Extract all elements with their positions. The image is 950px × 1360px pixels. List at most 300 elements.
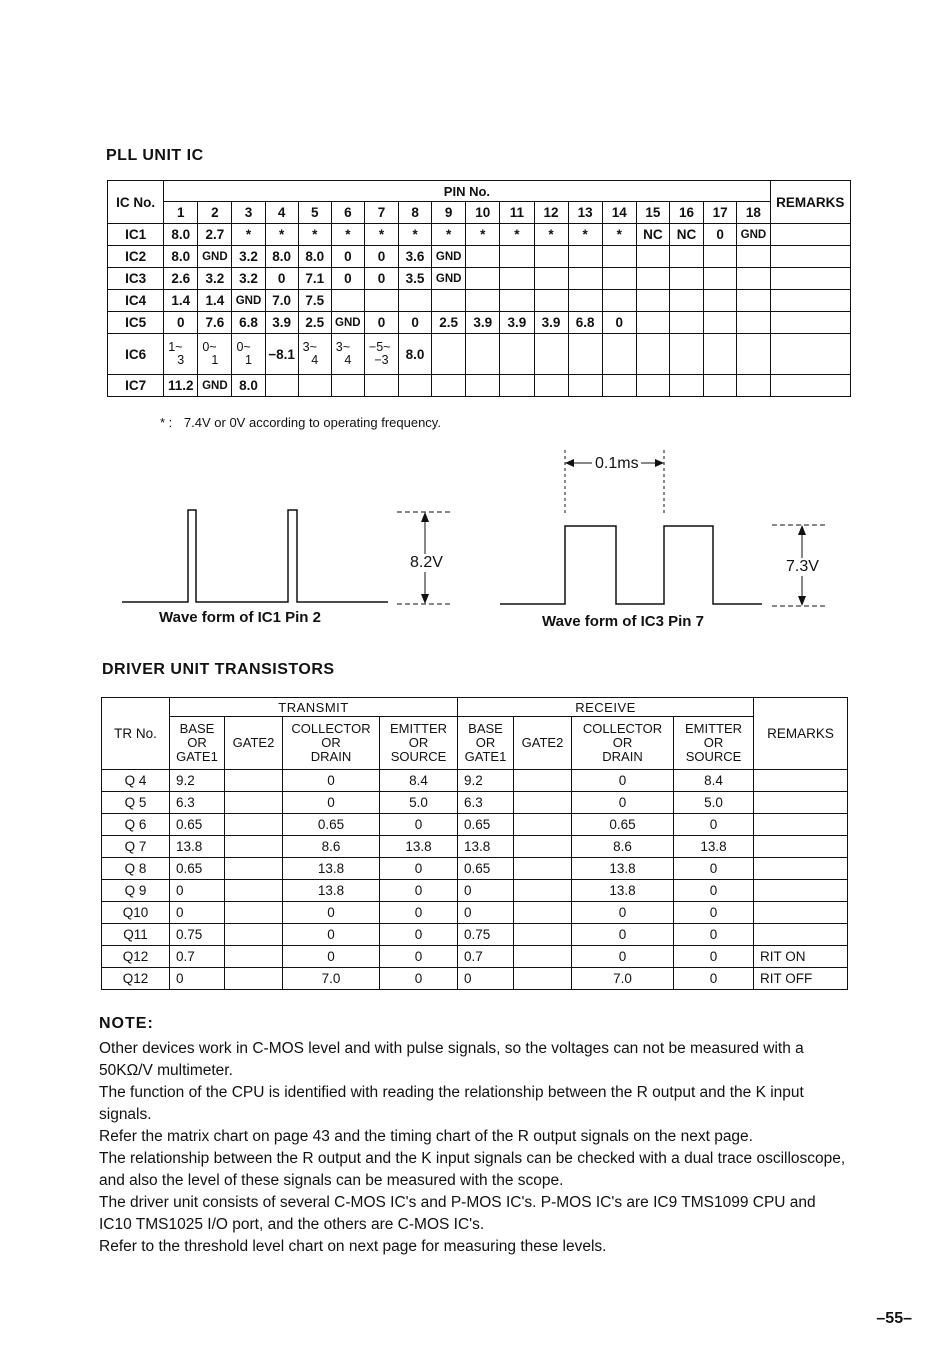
transistor-row xyxy=(102,858,848,880)
transmit-value-cell xyxy=(225,836,283,858)
pin-number-cell: 18 xyxy=(737,202,770,224)
receive-value-cell: 0 xyxy=(572,770,674,792)
pin-value-cell: * xyxy=(432,224,466,246)
transmit-value-cell xyxy=(225,792,283,814)
receive-value-cell: 7.0 xyxy=(572,968,674,990)
pin-value-cell: 0 xyxy=(704,224,737,246)
receive-value-cell xyxy=(514,858,572,880)
collector-drain-header xyxy=(283,717,380,770)
pin-value-cell xyxy=(364,375,398,397)
emitter-source-header-line: SOURCE xyxy=(390,749,447,764)
driver-transistor-table xyxy=(101,697,848,990)
collector-drain-header-line: OR xyxy=(321,735,341,750)
pin-value-cell xyxy=(669,290,703,312)
base-gate1-header-line: OR xyxy=(475,735,496,750)
pin-value-cell xyxy=(500,268,534,290)
pin-value-cell: 8.0 xyxy=(232,375,265,397)
base-gate1-header-line: GATE1 xyxy=(464,749,507,764)
pll-remarks-cell xyxy=(770,334,850,375)
pin-value-cell: 2.5 xyxy=(432,312,466,334)
receive-value-cell: 0.7 xyxy=(458,946,514,968)
note-paragraph: Refer to the threshold level chart on next page for measuring these levels. xyxy=(99,1238,607,1255)
pin-value-cell xyxy=(500,375,534,397)
pin-value-cell xyxy=(331,375,364,397)
pin-value-line: 3 xyxy=(177,353,185,367)
pll-remarks-header: REMARKS xyxy=(770,181,850,224)
pin-value-cell xyxy=(602,268,636,290)
tr-no-cell: Q 7 xyxy=(102,836,170,858)
pin-value-cell xyxy=(331,290,364,312)
collector-drain-header-line: COLLECTOR xyxy=(291,721,371,736)
pin-number-cell: 4 xyxy=(265,202,298,224)
ic3-amplitude-label: 7.3V xyxy=(786,558,819,575)
pin-value-cell: 7.0 xyxy=(265,290,298,312)
pll-remarks-cell xyxy=(770,246,850,268)
note-title: NOTE: xyxy=(99,1015,154,1032)
pin-value-cell: 7.6 xyxy=(198,312,232,334)
pin-no-header: PIN No. xyxy=(164,181,770,202)
pin-value-cell: 8.0 xyxy=(399,334,432,375)
receive-value-cell: 0.65 xyxy=(458,858,514,880)
pll-remarks-cell xyxy=(770,224,850,246)
transmit-value-cell: 0 xyxy=(283,946,380,968)
pin-value-cell xyxy=(534,290,568,312)
pin-value-cell: 2.5 xyxy=(298,312,331,334)
driver-section-title: DRIVER UNIT TRANSISTORS xyxy=(102,661,335,678)
transmit-header: TRANSMIT xyxy=(170,698,458,717)
pin-value-cell: 8.0 xyxy=(164,246,198,268)
pin-value-line: 1 xyxy=(245,353,252,367)
driver-remarks-cell xyxy=(754,792,848,814)
pin-value-cell xyxy=(704,290,737,312)
driver-table-body xyxy=(102,770,848,990)
transmit-value-cell xyxy=(225,880,283,902)
transistor-row xyxy=(102,792,848,814)
receive-value-cell: 0 xyxy=(572,902,674,924)
pin-value-cell: 11.2 xyxy=(164,375,198,397)
pin-value-cell: GND xyxy=(331,312,364,334)
pin-value-cell: −8.1 xyxy=(265,334,298,375)
receive-value-cell: 0.75 xyxy=(458,924,514,946)
transistor-row xyxy=(102,770,848,792)
emitter-source-header-line: OR xyxy=(703,735,724,750)
transistor-row xyxy=(102,814,848,836)
pin-value-cell xyxy=(232,334,265,375)
transmit-value-cell: 0.75 xyxy=(170,924,225,946)
period-label: 0.1ms xyxy=(595,455,639,472)
driver-remarks-cell xyxy=(754,770,848,792)
transmit-value-cell xyxy=(225,858,283,880)
pin-value-cell: GND xyxy=(737,224,770,246)
driver-remarks-cell: RIT OFF xyxy=(754,968,848,990)
transistor-row xyxy=(102,880,848,902)
pin-number-row xyxy=(108,202,851,224)
pin-value-cell: 1.4 xyxy=(198,290,232,312)
pin-value-line: 0~ xyxy=(236,340,251,354)
pin-value-cell xyxy=(636,268,669,290)
pll-table-body xyxy=(108,224,851,397)
receive-value-cell: 0 xyxy=(674,968,754,990)
pin-value-cell: 0 xyxy=(364,268,398,290)
receive-value-cell: 0.65 xyxy=(458,814,514,836)
transmit-value-cell: 9.2 xyxy=(170,770,225,792)
pll-row xyxy=(108,375,851,397)
driver-remarks-cell xyxy=(754,836,848,858)
note-paragraph: The relationship between the R output and the K input signals can be checked with a dual trace oscilloscope, and also the level of these signals can be measured with the scope. xyxy=(99,1150,846,1189)
pll-row xyxy=(108,268,851,290)
pin-value-cell xyxy=(737,312,770,334)
ic3-arrow-up xyxy=(798,525,806,535)
pin-number-cell: 16 xyxy=(669,202,703,224)
pin-value-cell xyxy=(737,334,770,375)
pin-value-cell: * xyxy=(568,224,602,246)
receive-value-cell: 5.0 xyxy=(674,792,754,814)
pin-value-line: 1~ xyxy=(168,340,183,354)
pin-number-cell: 12 xyxy=(534,202,568,224)
transmit-value-cell: 0 xyxy=(380,968,458,990)
pin-value-cell xyxy=(500,334,534,375)
pin-value-cell xyxy=(602,246,636,268)
transmit-value-cell: 0 xyxy=(380,858,458,880)
transmit-value-cell: 0 xyxy=(283,924,380,946)
emitter-source-header-line: OR xyxy=(408,735,429,750)
base-gate1-header-line: BASE xyxy=(179,721,215,736)
pin-value-cell: * xyxy=(602,224,636,246)
pin-value-cell xyxy=(602,290,636,312)
gate2-header: GATE2 xyxy=(225,717,283,770)
pin-value-cell xyxy=(164,334,198,375)
transmit-value-cell: 0.7 xyxy=(170,946,225,968)
pin-number-cell: 2 xyxy=(198,202,232,224)
transmit-value-cell: 13.8 xyxy=(170,836,225,858)
tr-no-cell: Q12 xyxy=(102,946,170,968)
transmit-value-cell: 6.3 xyxy=(170,792,225,814)
ic1-amplitude-label: 8.2V xyxy=(410,554,443,571)
transmit-value-cell xyxy=(225,946,283,968)
pin-value-cell: 6.8 xyxy=(568,312,602,334)
pin-value-cell xyxy=(636,334,669,375)
transistor-row xyxy=(102,836,848,858)
pin-value-cell: * xyxy=(232,224,265,246)
transmit-value-cell: 0 xyxy=(380,924,458,946)
pll-remarks-cell xyxy=(770,290,850,312)
pin-value-cell xyxy=(568,334,602,375)
pin-value-cell xyxy=(669,334,703,375)
receive-header: RECEIVE xyxy=(458,698,754,717)
gate2-header: GATE2 xyxy=(514,717,572,770)
receive-value-cell: 0 xyxy=(674,858,754,880)
pin-value-cell: 0 xyxy=(364,312,398,334)
receive-value-cell: 8.4 xyxy=(674,770,754,792)
pin-value-cell xyxy=(364,334,398,375)
pll-row xyxy=(108,334,851,375)
base-gate1-header-line: OR xyxy=(187,735,207,750)
footnote-mark: * : xyxy=(160,415,173,430)
period-arrow-left xyxy=(565,459,574,467)
transmit-value-cell xyxy=(225,902,283,924)
pin-number-cell: 5 xyxy=(298,202,331,224)
transmit-value-cell: 5.0 xyxy=(380,792,458,814)
pin-value-cell: 3.9 xyxy=(265,312,298,334)
transmit-value-cell: 0 xyxy=(170,880,225,902)
receive-value-cell: 13.8 xyxy=(572,880,674,902)
transmit-value-cell: 0 xyxy=(170,902,225,924)
pin-value-cell: * xyxy=(364,224,398,246)
page-number: –55– xyxy=(876,1310,912,1327)
driver-remarks-cell xyxy=(754,858,848,880)
pin-number-cell: 11 xyxy=(500,202,534,224)
pin-value-cell xyxy=(737,375,770,397)
transmit-value-cell: 0 xyxy=(283,792,380,814)
pll-row xyxy=(108,290,851,312)
pin-value-cell: 3.2 xyxy=(198,268,232,290)
receive-value-cell xyxy=(514,946,572,968)
pin-value-cell xyxy=(466,268,500,290)
collector-drain-header xyxy=(572,717,674,770)
pin-value-cell: 8.0 xyxy=(265,246,298,268)
note-paragraph: Other devices work in C-MOS level and with pulse signals, so the voltages can not be measured with a 50KΩ/V multimeter. xyxy=(99,1040,804,1079)
tr-no-cell: Q 9 xyxy=(102,880,170,902)
pin-value-cell: 0 xyxy=(331,268,364,290)
ic-label-cell: IC3 xyxy=(108,268,164,290)
pin-value-cell xyxy=(737,268,770,290)
pin-value-cell xyxy=(364,290,398,312)
pin-value-cell: 3.6 xyxy=(399,246,432,268)
tr-no-cell: Q 8 xyxy=(102,858,170,880)
tr-no-cell: Q 4 xyxy=(102,770,170,792)
pin-value-cell: 3.2 xyxy=(232,246,265,268)
pin-value-cell: 0 xyxy=(602,312,636,334)
pin-value-cell: 7.1 xyxy=(298,268,331,290)
transistor-row xyxy=(102,924,848,946)
pin-value-cell: * xyxy=(399,224,432,246)
pin-value-cell xyxy=(432,334,466,375)
pin-value-cell: NC xyxy=(669,224,703,246)
receive-value-cell: 0 xyxy=(674,880,754,902)
pin-value-cell xyxy=(669,312,703,334)
receive-value-cell: 9.2 xyxy=(458,770,514,792)
transistor-row xyxy=(102,946,848,968)
receive-value-cell: 0 xyxy=(458,880,514,902)
pin-value-cell: 0 xyxy=(331,246,364,268)
ic3-waveform-caption: Wave form of IC3 Pin 7 xyxy=(542,613,704,630)
pin-value-cell xyxy=(298,375,331,397)
receive-value-cell xyxy=(514,924,572,946)
pin-value-cell xyxy=(399,290,432,312)
pin-value-cell: 0 xyxy=(164,312,198,334)
pin-number-cell: 7 xyxy=(364,202,398,224)
footnote-text: 7.4V or 0V according to operating frequency. xyxy=(183,415,441,430)
transmit-value-cell: 0 xyxy=(380,880,458,902)
ic1-arrow-down xyxy=(421,594,429,604)
pin-value-cell: GND xyxy=(198,246,232,268)
driver-remarks-cell xyxy=(754,880,848,902)
receive-value-cell xyxy=(514,836,572,858)
pll-ic-table xyxy=(107,180,851,397)
collector-drain-header-line: DRAIN xyxy=(602,749,643,764)
receive-value-cell: 0 xyxy=(572,946,674,968)
base-gate1-header-line: GATE1 xyxy=(176,749,218,764)
pin-value-line: −5~ xyxy=(368,340,391,354)
transmit-value-cell: 13.8 xyxy=(283,858,380,880)
pin-number-cell: 14 xyxy=(602,202,636,224)
pin-value-cell xyxy=(636,375,669,397)
driver-remarks-cell xyxy=(754,814,848,836)
ic1-waveform-caption: Wave form of IC1 Pin 2 xyxy=(159,609,321,626)
pin-value-cell xyxy=(534,268,568,290)
pin-value-cell xyxy=(636,290,669,312)
transmit-value-cell: 0.65 xyxy=(170,858,225,880)
ic-no-header: IC No. xyxy=(108,181,164,224)
pll-section-title: PLL UNIT IC xyxy=(106,147,204,164)
pin-value-cell: 7.5 xyxy=(298,290,331,312)
pin-value-cell: 0 xyxy=(399,312,432,334)
collector-drain-header-line: COLLECTOR xyxy=(582,721,663,736)
note-paragraph: The driver unit consists of several C-MOS IC's and P-MOS IC's. P-MOS IC's are IC9 TMS1099 CPU and IC10 TMS1025 I/O port, and the others are C-MOS IC's. xyxy=(99,1194,816,1233)
pin-number-cell: 15 xyxy=(636,202,669,224)
pin-value-cell: GND xyxy=(432,268,466,290)
pin-value-cell: NC xyxy=(636,224,669,246)
pin-value-line: 4 xyxy=(344,353,352,367)
pin-value-cell: 2.6 xyxy=(164,268,198,290)
ic3-pin7-waveform xyxy=(500,526,762,604)
pin-value-cell xyxy=(704,268,737,290)
pll-remarks-cell xyxy=(770,375,850,397)
pin-value-cell: GND xyxy=(232,290,265,312)
collector-drain-header-line: OR xyxy=(612,735,633,750)
pin-value-cell xyxy=(500,246,534,268)
pin-value-cell xyxy=(265,375,298,397)
receive-value-cell: 6.3 xyxy=(458,792,514,814)
transmit-value-cell xyxy=(225,814,283,836)
pin-value-line: −3 xyxy=(374,353,389,367)
pin-value-cell xyxy=(737,290,770,312)
pin-number-cell: 8 xyxy=(399,202,432,224)
pin-number-cell: 13 xyxy=(568,202,602,224)
emitter-source-header xyxy=(380,717,458,770)
transmit-value-cell: 0 xyxy=(380,814,458,836)
pin-value-cell xyxy=(602,334,636,375)
pin-value-cell xyxy=(669,246,703,268)
ic-label-cell: IC2 xyxy=(108,246,164,268)
pin-value-line: 3~ xyxy=(302,340,317,354)
transmit-value-cell: 0 xyxy=(380,946,458,968)
transmit-value-cell xyxy=(225,968,283,990)
pll-footnote xyxy=(160,415,441,430)
pin-value-cell xyxy=(466,246,500,268)
transmit-value-cell: 0 xyxy=(283,770,380,792)
receive-value-cell xyxy=(514,814,572,836)
ic-label-cell: IC1 xyxy=(108,224,164,246)
tr-no-cell: Q10 xyxy=(102,902,170,924)
pin-value-cell xyxy=(534,375,568,397)
receive-value-cell: 0 xyxy=(674,902,754,924)
pin-value-line: 3~ xyxy=(335,340,351,354)
ic-label-cell: IC4 xyxy=(108,290,164,312)
pin-value-cell: 2.7 xyxy=(198,224,232,246)
emitter-source-header-line: EMITTER xyxy=(389,721,448,736)
pin-value-cell: 0 xyxy=(364,246,398,268)
pin-value-cell xyxy=(298,334,331,375)
pin-value-cell: GND xyxy=(198,375,232,397)
pin-number-cell: 3 xyxy=(232,202,265,224)
pin-value-cell xyxy=(669,268,703,290)
transmit-value-cell: 13.8 xyxy=(283,880,380,902)
pin-value-cell xyxy=(737,246,770,268)
transmit-value-cell xyxy=(225,924,283,946)
pin-value-cell: 8.0 xyxy=(164,224,198,246)
tr-no-cell: Q 6 xyxy=(102,814,170,836)
pin-value-cell xyxy=(568,375,602,397)
note-paragraph: The function of the CPU is identified with reading the relationship between the R output and the K input signals. xyxy=(99,1084,804,1123)
pin-number-cell: 1 xyxy=(164,202,198,224)
transmit-value-cell: 8.4 xyxy=(380,770,458,792)
transmit-value-cell: 0.65 xyxy=(283,814,380,836)
transmit-value-cell xyxy=(225,770,283,792)
pin-value-cell: * xyxy=(466,224,500,246)
pin-value-cell xyxy=(534,246,568,268)
note-paragraph: Refer the matrix chart on page 43 and the timing chart of the R output signals on the next page. xyxy=(99,1128,753,1145)
pll-remarks-cell xyxy=(770,312,850,334)
pll-row xyxy=(108,312,851,334)
pin-value-cell: GND xyxy=(432,246,466,268)
pll-remarks-cell xyxy=(770,268,850,290)
pin-value-line: 1 xyxy=(211,353,219,367)
pin-value-cell xyxy=(636,246,669,268)
receive-value-cell xyxy=(514,770,572,792)
pin-value-cell xyxy=(399,375,432,397)
pin-value-cell: 1.4 xyxy=(164,290,198,312)
pin-value-cell: * xyxy=(500,224,534,246)
pin-value-cell xyxy=(568,268,602,290)
pin-value-cell xyxy=(198,334,232,375)
driver-remarks-cell: RIT ON xyxy=(754,946,848,968)
pin-value-cell xyxy=(704,246,737,268)
receive-value-cell xyxy=(514,902,572,924)
pin-value-cell xyxy=(331,334,364,375)
receive-value-cell: 0 xyxy=(674,946,754,968)
pin-value-cell: * xyxy=(331,224,364,246)
pin-value-cell xyxy=(704,375,737,397)
emitter-source-header-line: EMITTER xyxy=(684,721,743,736)
driver-remarks-header: REMARKS xyxy=(754,698,848,770)
pin-value-line: 0~ xyxy=(202,340,217,354)
pin-value-cell: 3.5 xyxy=(399,268,432,290)
transmit-value-cell: 0 xyxy=(380,902,458,924)
pin-value-cell: * xyxy=(298,224,331,246)
pin-value-cell xyxy=(602,375,636,397)
transistor-row xyxy=(102,902,848,924)
pll-row xyxy=(108,246,851,268)
pin-value-cell: 3.9 xyxy=(534,312,568,334)
pin-value-cell xyxy=(466,375,500,397)
ic1-pin2-waveform xyxy=(122,510,388,602)
transmit-value-cell: 0.65 xyxy=(170,814,225,836)
pin-value-cell xyxy=(432,290,466,312)
transmit-value-cell: 13.8 xyxy=(380,836,458,858)
driver-remarks-cell xyxy=(754,924,848,946)
receive-value-cell: 8.6 xyxy=(572,836,674,858)
pin-value-cell xyxy=(568,246,602,268)
pin-number-cell: 10 xyxy=(466,202,500,224)
receive-value-cell xyxy=(514,792,572,814)
receive-value-cell: 0 xyxy=(674,814,754,836)
receive-value-cell: 13.8 xyxy=(458,836,514,858)
transistor-row xyxy=(102,968,848,990)
receive-value-cell: 13.8 xyxy=(674,836,754,858)
base-gate1-header xyxy=(170,717,225,770)
pin-value-cell: * xyxy=(534,224,568,246)
